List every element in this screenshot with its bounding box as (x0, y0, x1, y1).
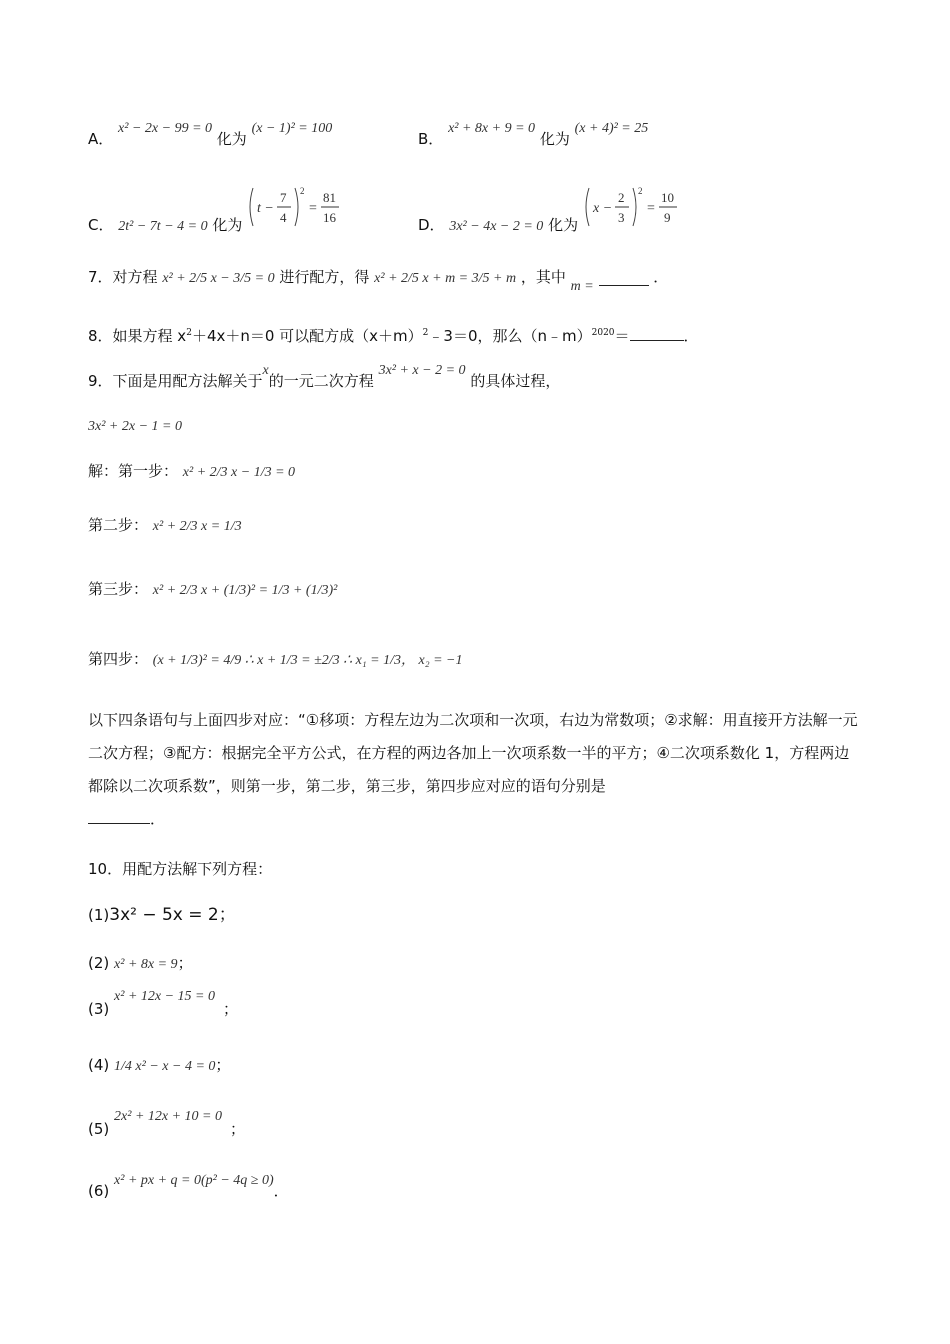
q9-step-3 (88, 578, 337, 602)
option-c-result (247, 184, 347, 236)
option-a-connector: 化为 (216, 130, 247, 148)
q7-answer-blank[interactable] (599, 285, 649, 286)
q9-paragraph-end: ． (150, 810, 166, 828)
q9-answer-blank[interactable] (88, 823, 150, 824)
option-d-label: D． (418, 216, 445, 234)
svg-text:9: 9 (663, 210, 671, 225)
q8-end: ． (683, 327, 699, 345)
q9-step-3-formula: x² + 2/3 x + (1/3)² = 1/3 + (1/3)² (152, 583, 338, 598)
q9-line-0 (88, 414, 182, 438)
q8-text-3: ﹣3＝0，那么（n﹣m） (428, 327, 592, 345)
q7-suffix: ，其中 (520, 268, 566, 286)
q8-text-2: ＋4x＋n＝0 可以配方成（x＋m） (191, 327, 423, 345)
q10-p4-equation: 1/4 x² − x − 4 = 0 (114, 1059, 216, 1074)
q8-sup-1: 2 (186, 328, 192, 338)
q10-p5-end: ； (230, 1120, 246, 1138)
q10-p5-equation: 2x² + 12x + 10 = 0 (114, 1109, 222, 1124)
option-b-result: (x + 4)² = 25 (574, 121, 649, 136)
svg-text:10: 10 (660, 190, 674, 205)
q8-sup-3: 2020 (591, 328, 615, 338)
option-c-connector: 化为 (212, 216, 243, 234)
q9-step-1 (88, 460, 295, 484)
svg-text:4: 4 (280, 210, 287, 225)
q10-p2-label: (2) (88, 954, 110, 972)
svg-text:3: 3 (617, 210, 625, 225)
svg-text:t −: t − (257, 201, 275, 216)
q10-p6-end: ． (273, 1182, 289, 1200)
svg-text:7: 7 (280, 190, 287, 205)
question-7 (88, 266, 669, 294)
option-d-result-formula (583, 184, 683, 230)
option-a-label: A． (88, 130, 114, 148)
q9-step-2-label: 第二步： (88, 516, 149, 534)
question-9-intro (88, 364, 560, 388)
option-c-equation: 2t² − 7t − 4 = 0 (118, 219, 208, 234)
q7-connector: 进行配方，得 (279, 268, 370, 286)
q7-end: ． (653, 268, 669, 286)
svg-text:16: 16 (323, 210, 337, 225)
q9-step-4-label: 第四步： (88, 650, 149, 668)
q10-p5-label: (5) (88, 1120, 110, 1138)
option-a-equation: x² − 2x − 99 = 0 (118, 121, 213, 136)
q9-prefix: 9．下面是用配方法解关于 (88, 372, 263, 390)
q9-step-2-formula: x² + 2/3 x = 1/3 (152, 519, 242, 534)
q9-step-3-label: 第三步： (88, 580, 149, 598)
q8-text-1: 8．如果方程 x (88, 327, 187, 345)
svg-text:2: 2 (617, 190, 625, 205)
question-8 (88, 322, 699, 347)
q10-part-4 (88, 1054, 230, 1078)
q7-completed-square: x² + 2/5 x + m = 3/5 + m (374, 271, 517, 286)
q9-suffix: 的具体过程， (470, 372, 561, 390)
q8-answer-blank[interactable] (630, 340, 684, 341)
q9-variable: x (262, 363, 269, 378)
option-b-label: B． (418, 130, 444, 148)
q10-p1-equation: 3x² − 5x = 2； (109, 905, 236, 925)
option-b-connector: 化为 (539, 130, 570, 148)
svg-text:81: 81 (323, 190, 337, 205)
q8-sup-2: 2 (422, 328, 429, 338)
q9-mid: 的一元二次方程 (268, 372, 374, 390)
option-d-connector: 化为 (548, 216, 579, 234)
option-c-result-formula (247, 184, 347, 230)
q10-p3-equation: x² + 12x − 15 = 0 (114, 989, 215, 1004)
q10-part-2 (88, 952, 193, 976)
q10-p4-end: ； (215, 1056, 231, 1074)
q9-paragraph (88, 704, 860, 836)
q10-p4-label: (4) (88, 1056, 110, 1074)
svg-text:x −: x − (592, 201, 613, 216)
option-d (418, 184, 683, 236)
q9-step-4 (88, 648, 463, 672)
q9-step-1-formula: x² + 2/3 x − 1/3 = 0 (182, 465, 296, 480)
option-c (88, 184, 347, 236)
option-a-result: (x − 1)² = 100 (251, 121, 333, 136)
q7-equation: x² + 2/5 x − 3/5 = 0 (162, 271, 275, 286)
svg-text:2: 2 (300, 186, 305, 196)
q7-m-equals: m = (570, 279, 594, 294)
q10-title: 10．用配方法解下列方程： (88, 860, 273, 878)
q9-step-1-label: 解：第一步： (88, 462, 179, 480)
q10-part-3 (88, 989, 239, 1018)
option-d-equation: 3x² − 4x − 2 = 0 (449, 219, 544, 234)
q9-normalized-equation: 3x² + 2x − 1 = 0 (88, 419, 182, 434)
svg-text:2: 2 (637, 186, 643, 196)
q10-p2-equation: x² + 8x = 9 (114, 957, 178, 972)
q7-prefix: 7．对方程 (88, 268, 158, 286)
q10-part-5 (88, 1109, 246, 1138)
q10-p3-label: (3) (88, 1000, 110, 1018)
q10-part-6 (88, 1174, 289, 1198)
option-d-result (583, 184, 683, 236)
q10-p3-end: ； (223, 1000, 239, 1018)
q10-p6-equation: x² + px + q = 0(p² − 4q ≥ 0) (114, 1173, 274, 1188)
q8-text-4: ＝ (614, 327, 630, 345)
option-b-equation: x² + 8x + 9 = 0 (448, 121, 536, 136)
q9-paragraph-text: 以下四条语句与上面四步对应：“①移项：方程左边为二次项和一次项，右边为常数项；②求解：用直接开方法解一元二次方程；③配方：根据完全平方公式，在方程的两边各加上一次项系数一半的平方；④二次项系数化 1，方程两边都除以二次项系数”，则第一步，第二步，第三步，第四步应对应的语句分别是 (88, 711, 858, 795)
option-a (88, 121, 333, 152)
option-b (418, 121, 649, 152)
svg-text:=: = (309, 201, 318, 216)
svg-text:=: = (646, 201, 655, 216)
q10-p6-label: (6) (88, 1182, 110, 1200)
q10-p2-end: ； (177, 954, 193, 972)
q10-p1-label: (1) (88, 906, 110, 924)
q10-part-1 (88, 904, 236, 926)
q9-equation: 3x² + x − 2 = 0 (378, 363, 466, 378)
option-c-label: C． (88, 216, 114, 234)
q9-step-2 (88, 514, 242, 538)
q9-step-4-formula: (x + 1/3)² = 4/9 ∴ x + 1/3 = ±2/3 ∴ x₁ = 1/3， x₂ = −1 (152, 653, 463, 668)
